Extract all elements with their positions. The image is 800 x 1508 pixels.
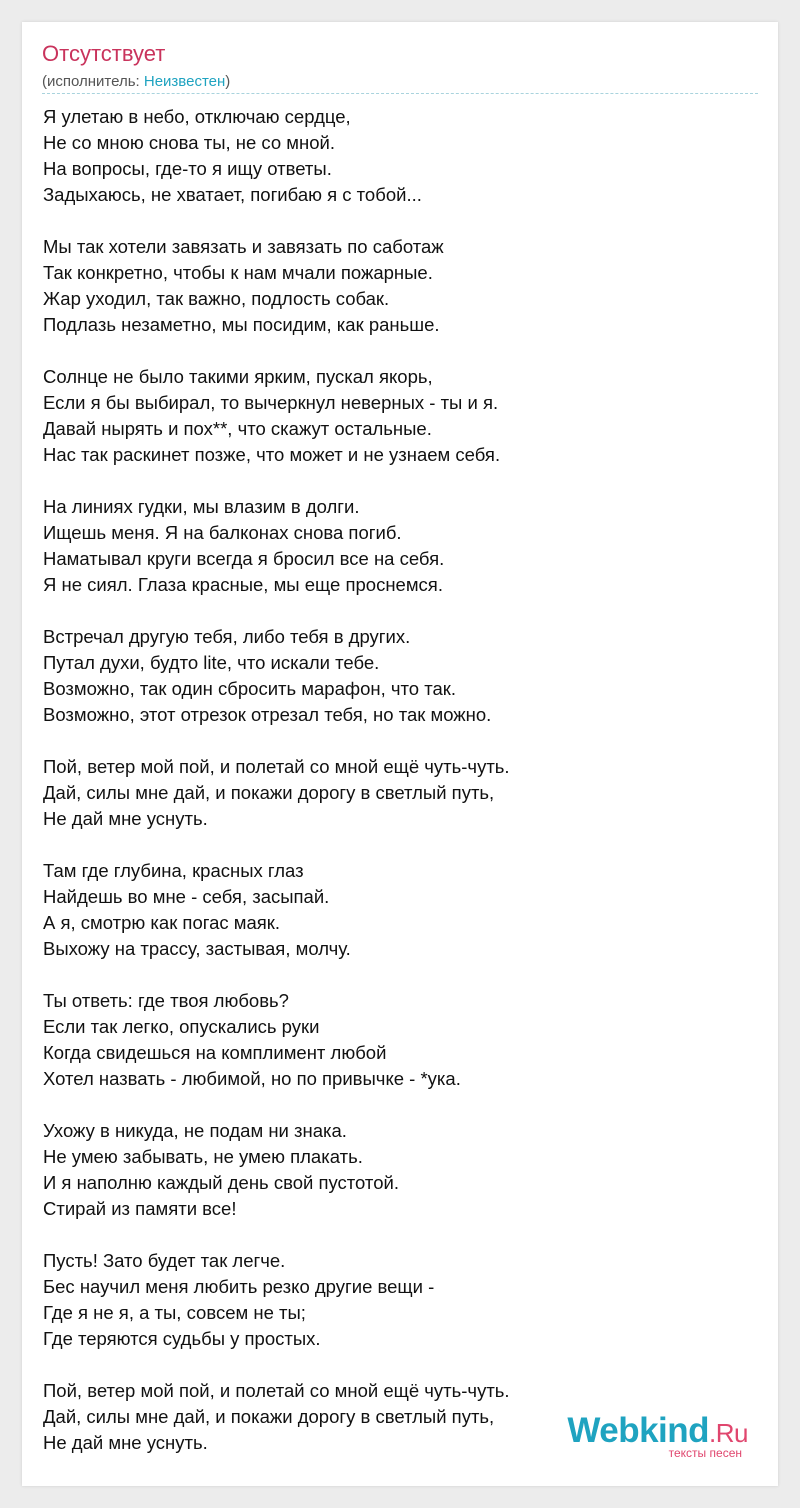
lyrics-body — [43, 104, 763, 1482]
dashed-divider — [42, 93, 758, 94]
lyrics-line: Ты ответь: где твоя любовь? — [43, 990, 289, 1011]
lyrics-stanza — [43, 988, 763, 1092]
lyrics-line: Не дай мне уснуть. — [43, 1432, 208, 1453]
lyrics-line: Солнце не было такими ярким, пускал якорь, — [43, 366, 433, 387]
lyrics-stanza — [43, 1248, 763, 1352]
artist-line — [42, 72, 230, 92]
lyrics-line: Я улетаю в небо, отключаю сердце, — [43, 106, 351, 127]
lyrics-line: Бес научил меня любить резко другие вещи - — [43, 1276, 435, 1297]
lyrics-line: Жар уходил, так важно, подлость собак. — [43, 288, 390, 309]
lyrics-line: Не со мною снова ты, не со мной. — [43, 132, 335, 153]
artist-link[interactable]: Неизвестен — [143, 73, 226, 90]
lyrics-stanza — [43, 754, 763, 832]
lyrics-stanza — [43, 494, 763, 598]
lyrics-line: Мы так хотели завязать и завязать по саботаж — [43, 236, 444, 257]
logo-name: Webkind — [567, 1411, 710, 1450]
lyrics-line: Подлазь незаметно, мы посидим, как раньше. — [43, 314, 440, 335]
logo-tld: .Ru — [709, 1418, 748, 1448]
lyrics-line: Я не сиял. Глаза красные, мы еще проснемся. — [43, 574, 443, 595]
lyrics-line: Не дай мне уснуть. — [43, 808, 208, 829]
lyrics-line: Стирай из памяти все! — [43, 1198, 237, 1219]
artist-suffix: ) — [225, 73, 231, 90]
lyrics-line: Пусть! Зато будет так легче. — [43, 1250, 286, 1271]
lyrics-line: Наматывал круги всегда я бросил все на себя. — [43, 548, 445, 569]
lyrics-line: Найдешь во мне - себя, засыпай. — [43, 886, 330, 907]
lyrics-line: Возможно, этот отрезок отрезал тебя, но так можно. — [43, 704, 492, 725]
lyrics-line: Выхожу на трассу, застывая, молчу. — [43, 938, 351, 959]
lyrics-line: Путал духи, будто lite, что искали тебе. — [43, 652, 380, 673]
logo-tagline: тексты песен — [668, 1446, 742, 1460]
lyrics-line: Встречал другую тебя, либо тебя в других. — [43, 626, 411, 647]
lyrics-line: Задыхаюсь, не хватает, погибаю я с тобой... — [43, 184, 422, 205]
lyrics-stanza — [43, 234, 763, 338]
lyrics-line: Там где глубина, красных глаз — [43, 860, 304, 881]
lyrics-stanza — [43, 104, 763, 208]
lyrics-line: Дай, силы мне дай, и покажи дорогу в светлый путь, — [43, 782, 495, 803]
lyrics-line: Если я бы выбирал, то вычеркнул неверных - ты и я. — [43, 392, 499, 413]
lyrics-stanza — [43, 364, 763, 468]
lyrics-line: А я, смотрю как погас маяк. — [43, 912, 281, 933]
lyrics-line: Хотел назвать - любимой, но по привычке - *ука. — [43, 1068, 461, 1089]
lyrics-stanza — [43, 1118, 763, 1222]
lyrics-line: Дай, силы мне дай, и покажи дорогу в светлый путь, — [43, 1406, 495, 1427]
artist-prefix: (исполнитель: — [42, 73, 144, 90]
lyrics-line: Пой, ветер мой пой, и полетай со мной ещё чуть-чуть. — [43, 756, 510, 777]
lyrics-line: Давай нырять и пох**, что скажут остальные. — [43, 418, 432, 439]
lyrics-line: Возможно, так один сбросить марафон, что так. — [43, 678, 456, 699]
lyrics-line: Когда свидешься на комплимент любой — [43, 1042, 387, 1063]
song-title: Отсутствует — [42, 41, 166, 66]
lyrics-line: На линиях гудки, мы влазим в долги. — [43, 496, 360, 517]
lyrics-line: Ухожу в никуда, не подам ни знака. — [43, 1120, 347, 1141]
lyrics-line: На вопросы, где-то я ищу ответы. — [43, 158, 332, 179]
lyrics-line: Пой, ветер мой пой, и полетай со мной ещё чуть-чуть. — [43, 1380, 510, 1401]
lyrics-line: И я наполню каждый день свой пустотой. — [43, 1172, 399, 1193]
lyrics-line: Нас так раскинет позже, что может и не узнаем себя. — [43, 444, 501, 465]
lyrics-line: Так конкретно, чтобы к нам мчали пожарные. — [43, 262, 433, 283]
lyrics-card — [22, 22, 778, 1486]
lyrics-stanza — [43, 624, 763, 728]
lyrics-line: Ищешь меня. Я на балконах снова погиб. — [43, 522, 402, 543]
lyrics-line: Не умею забывать, не умею плакать. — [43, 1146, 363, 1167]
site-logo[interactable] — [567, 1413, 748, 1460]
lyrics-stanza — [43, 858, 763, 962]
lyrics-line: Если так легко, опускались руки — [43, 1016, 320, 1037]
lyrics-line: Где теряются судьбы у простых. — [43, 1328, 321, 1349]
lyrics-line: Где я не я, а ты, совсем не ты; — [43, 1302, 306, 1323]
